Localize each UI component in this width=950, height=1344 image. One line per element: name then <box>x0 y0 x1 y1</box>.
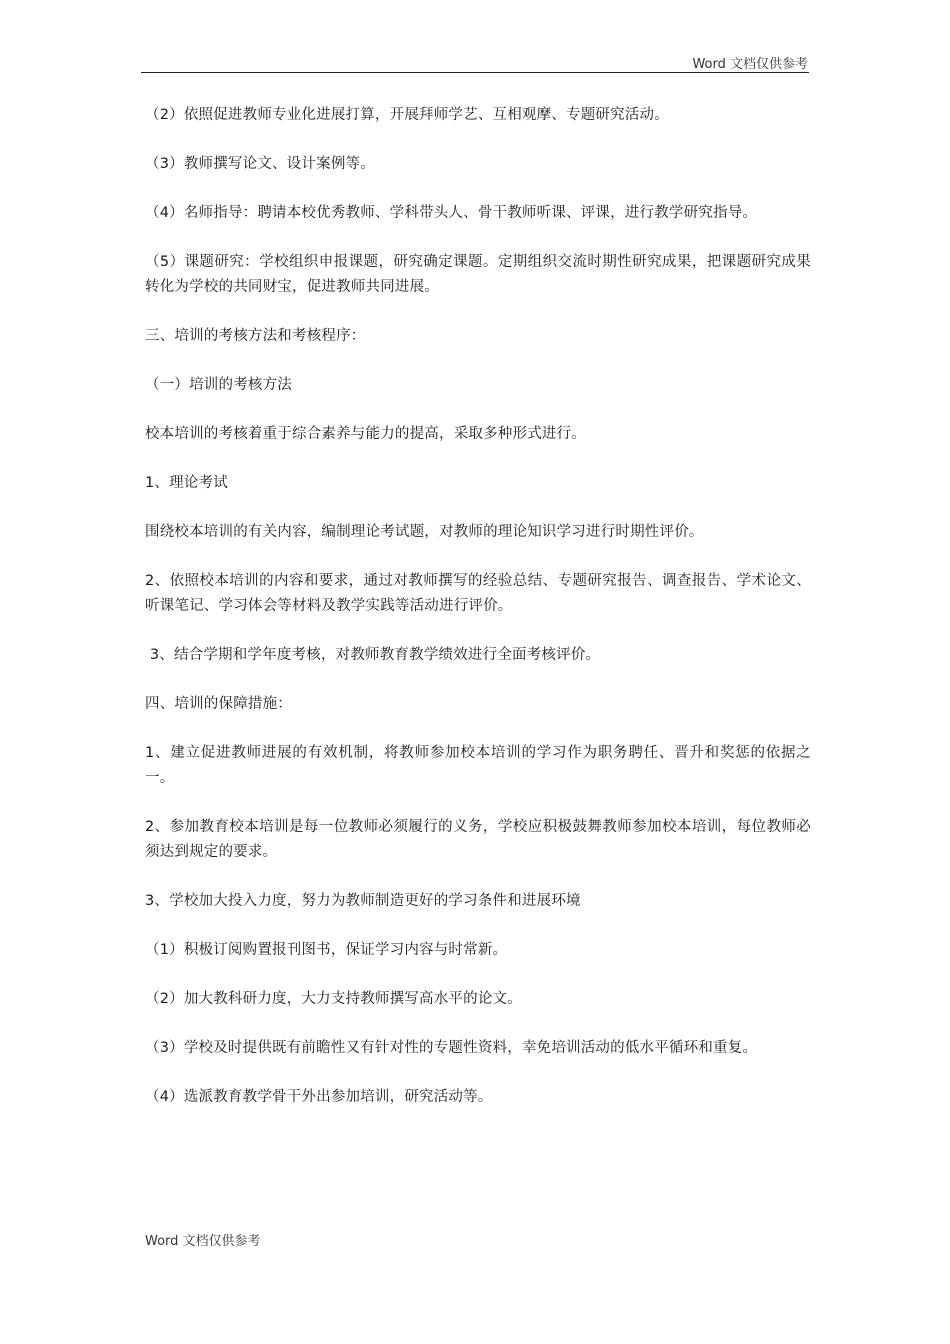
page-header-label: Word 文档仅供参考 <box>692 57 808 72</box>
subsection-heading: （一）培训的考核方法 <box>145 377 292 393</box>
paragraph: （3）学校及时提供既有前瞻性又有针对性的专题性资料，幸免培训活动的低水平循环和重复。 <box>145 1040 758 1056</box>
section-heading: 四、培训的保障措施： <box>145 696 292 712</box>
paragraph: 1、建立促进教师进展的有效机制，将教师参加校本培训的学习作为职务聘任、晋升和奖惩的依据之一。 <box>145 745 811 786</box>
document-body <box>145 103 811 1134</box>
paragraph: 3、学校加大投入力度，努力为教师制造更好的学习条件和进展环境 <box>145 893 581 909</box>
header-divider <box>141 72 809 73</box>
paragraph: （2）加大教科研力度，大力支持教师撰写高水平的论文。 <box>145 991 522 1007</box>
paragraph: 2、依照校本培训的内容和要求，通过对教师撰写的经验总结、专题研究报告、调查报告、学术论文、听课笔记、学习体会等材料及教学实践等活动进行评价。 <box>145 573 811 614</box>
paragraph: （5）课题研究：学校组织申报课题，研究确定课题。定期组织交流时期性研究成果，把课题研究成果转化为学校的共同财宝，促进教师共同进展。 <box>145 254 811 295</box>
paragraph: 3、结合学期和学年度考核，对教师教育教学绩效进行全面考核评价。 <box>145 647 601 663</box>
paragraph: （1）积极订阅购置报刊图书，保证学习内容与时常新。 <box>145 942 508 958</box>
paragraph: （2）依照促进教师专业化进展打算，开展拜师学艺、互相观摩、专题研究活动。 <box>145 107 669 123</box>
paragraph: （4）名师指导：聘请本校优秀教师、学科带头人、骨干教师听课、评课，进行教学研究指导。 <box>145 205 758 221</box>
paragraph: （4）选派教育教学骨干外出参加培训，研究活动等。 <box>145 1089 493 1105</box>
paragraph: 围绕校本培训的有关内容，编制理论考试题，对教师的理论知识学习进行时期性评价。 <box>145 524 704 540</box>
page-footer-label: Word 文档仅供参考 <box>145 1234 261 1249</box>
paragraph: （3）教师撰写论文、设计案例等。 <box>145 156 375 172</box>
list-item-heading: 1、理论考试 <box>145 475 228 491</box>
paragraph: 2、参加教育校本培训是每一位教师必须履行的义务，学校应积极鼓舞教师参加校本培训，每位教师必须达到规定的要求。 <box>145 819 811 860</box>
paragraph: 校本培训的考核着重于综合素养与能力的提高，采取多种形式进行。 <box>145 426 586 442</box>
section-heading: 三、培训的考核方法和考核程序： <box>145 328 366 344</box>
